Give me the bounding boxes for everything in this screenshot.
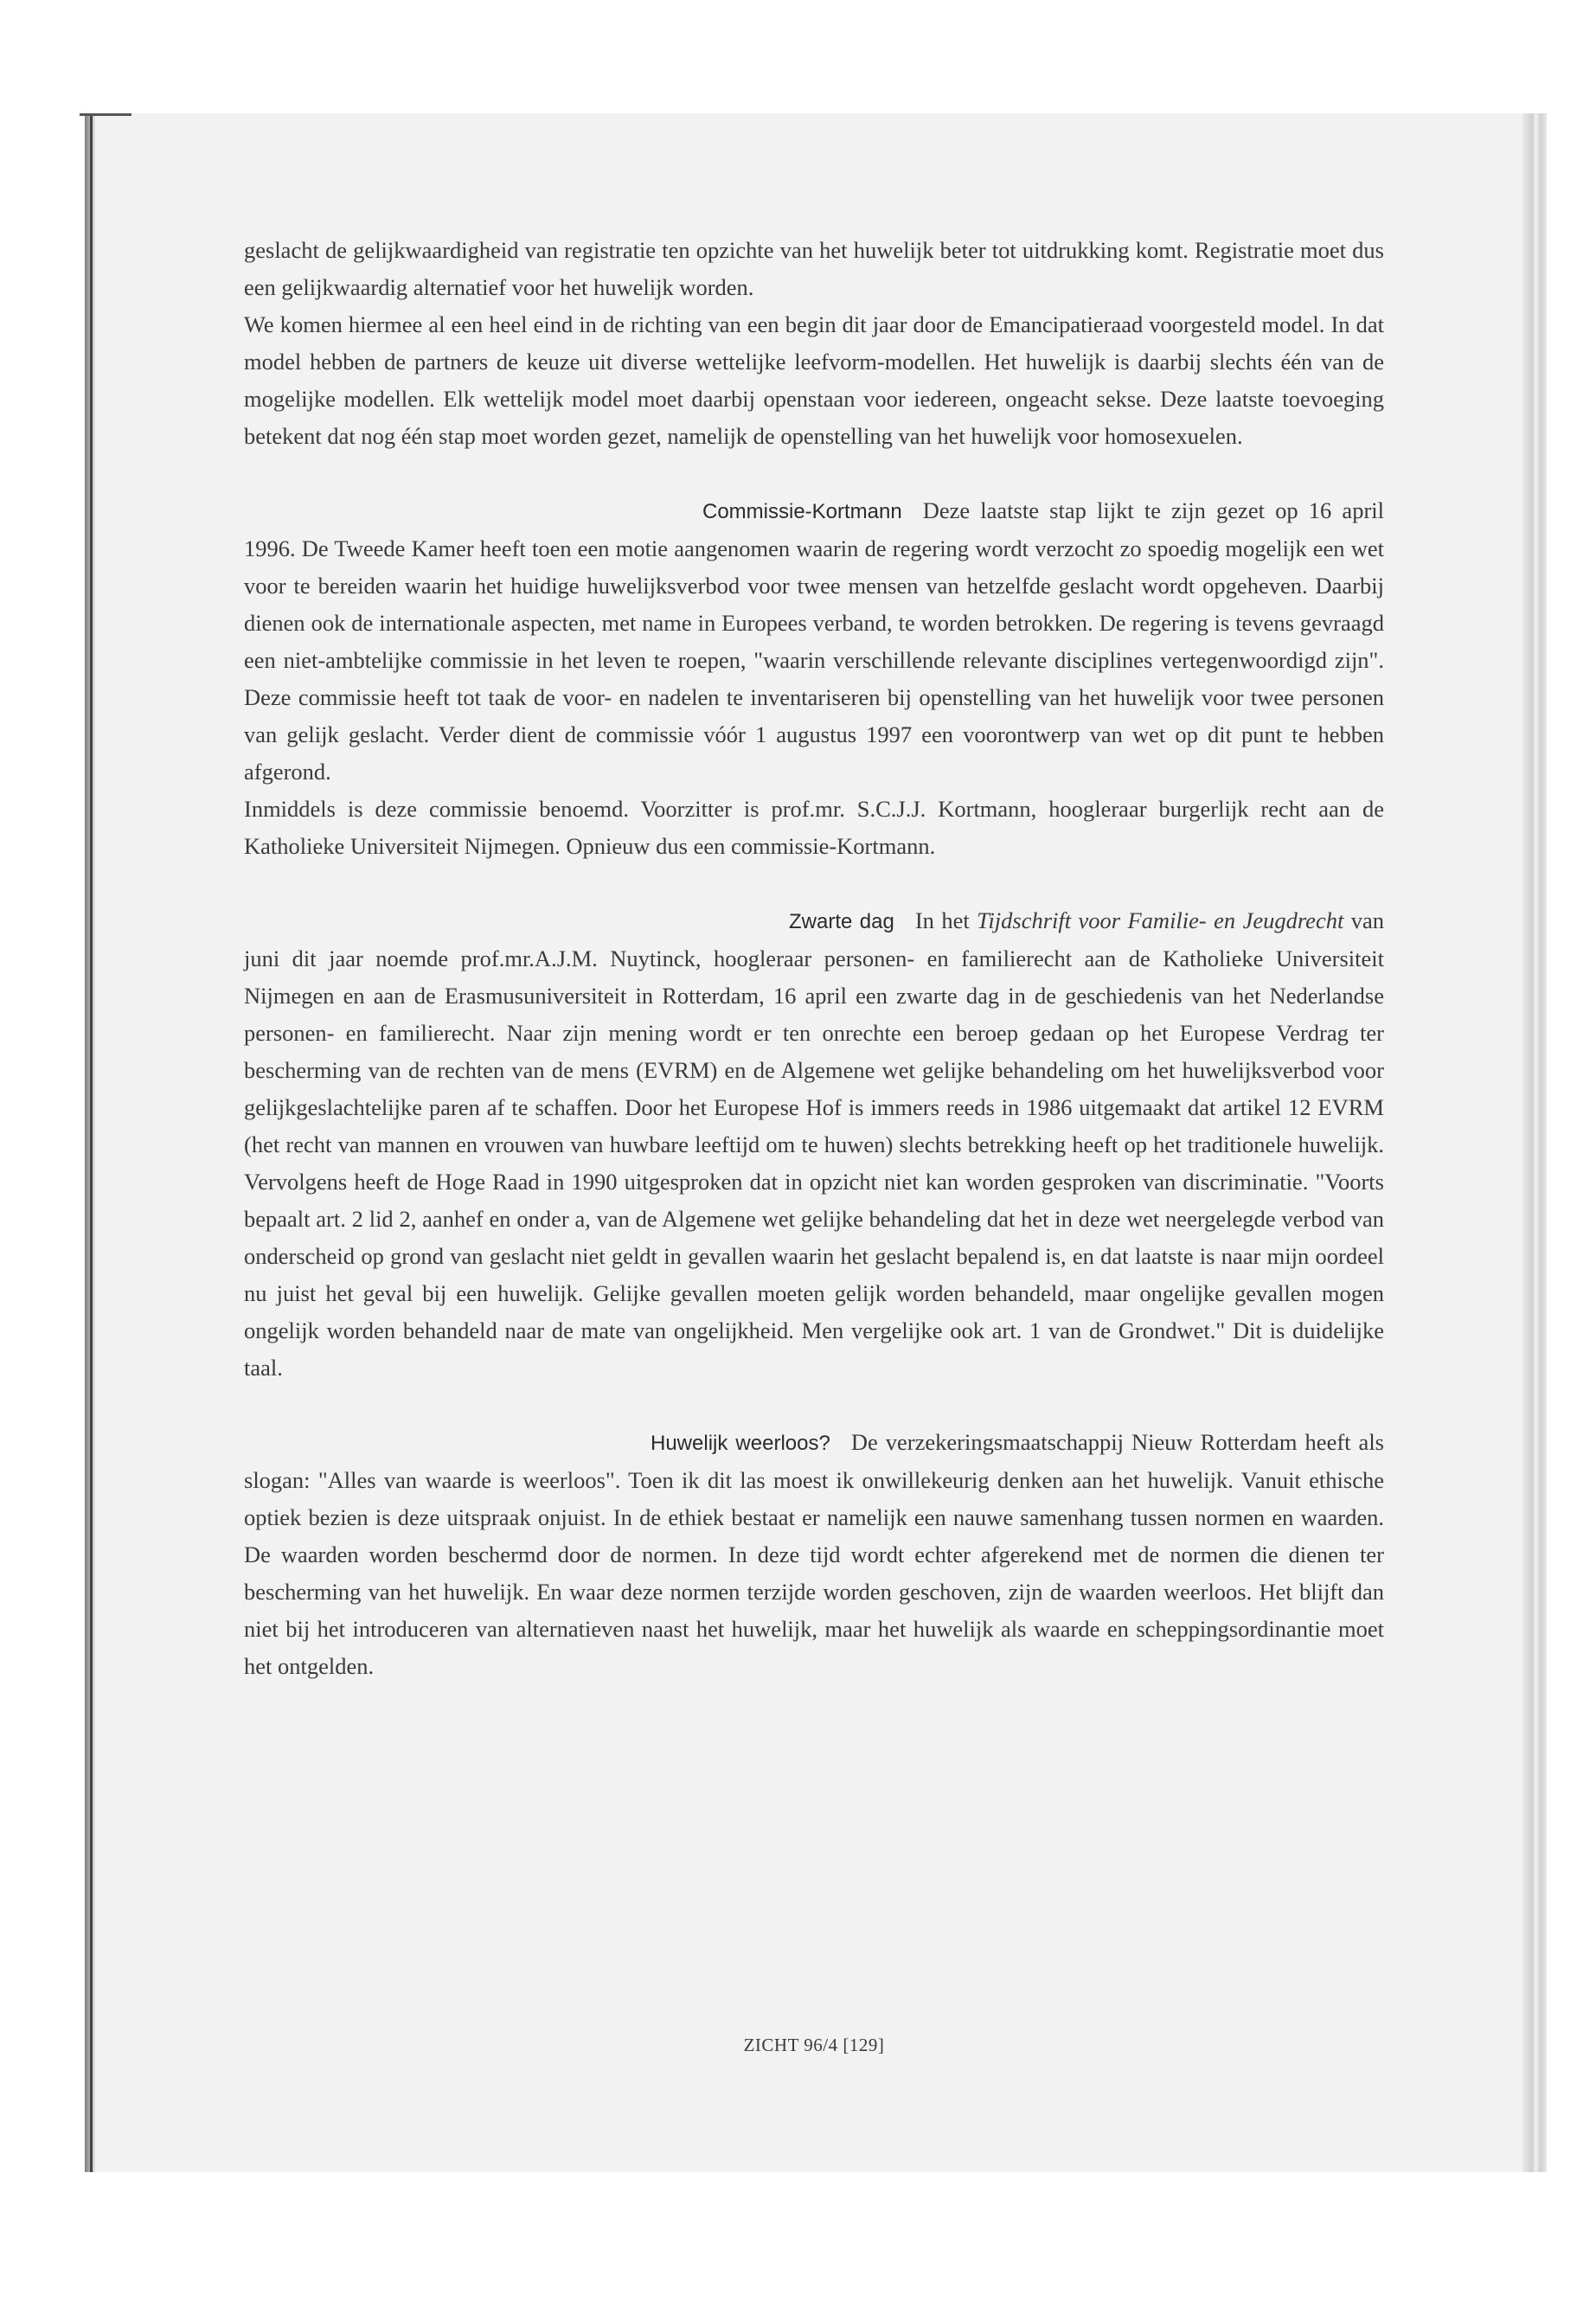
section-paragraph: Inmiddels is deze commissie benoemd. Voorzitter is prof.mr. S.C.J.J. Kortmann, hoogleraar burgerlijk recht aan de Katholieke Universiteit Nijmegen. Opnieuw dus een commissie-Kortmann.: [244, 796, 1384, 859]
binding-top-mark: [80, 113, 131, 116]
section-huwelijk-weerloos: [244, 1424, 1384, 1685]
section-paragraph: Deze laatste stap lijkt te zijn gezet op 16 april 1996. De Tweede Kamer heeft toen een motie aangenomen waarin de regering wordt verzocht zo spoedig mogelijk een wet voor te bereiden waarin het huidige huwelijksverbod voor twee mensen van hetzelfde geslacht wordt opgeheven. Daarbij dienen ook de internationale aspecten, met name in Europees verband, te worden betrokken. De regering is tevens gevraagd een niet-ambtelijke commissie in het leven te roepen, "waarin verschillende relevante disciplines vertegenwoordigd zijn". Deze commissie heeft tot taak de voor- en nadelen te inventariseren bij openstelling van het huwelijk voor twee personen van gelijk geslacht. Verder dient de commissie vóór 1 augustus 1997 een voorontwerp van wet op dit punt te hebben afgerond.: [244, 497, 1384, 785]
section-heading: Commissie-Kortmann: [702, 500, 902, 523]
binding-line: [90, 113, 93, 2172]
section-heading: Huwelijk weerloos?: [651, 1432, 830, 1455]
section-heading: Zwarte dag: [789, 910, 894, 933]
intro-paragraph-2: We komen hiermee al een heel eind in de richting van een begin dit jaar door de Emancipatieraad voorgesteld model. In dat model hebben de partners de keuze uit diverse wettelijke leefvorm-modellen. Het huwelijk is daarbij slechts één van de mogelijke modellen. Elk wettelijk model moet daarbij openstaan voor iedereen, ongeacht sekse. Deze laatste toevoeging betekent dat nog één stap moet worden gezet, namelijk de openstelling van het huwelijk voor homosexuelen.: [244, 311, 1384, 449]
article-body: [244, 232, 1384, 1685]
section-lead-text: In het: [914, 907, 977, 933]
page-footer: ZICHT 96/4 [129]: [743, 2035, 885, 2055]
section-paragraph: van juni dit jaar noemde prof.mr.A.J.M. Nuytinck, hoogleraar personen- en familierecht aan de Katholieke Universiteit Nijmegen en aan de Erasmusuniversiteit in Rotterdam, 16 april een zwarte dag in de geschiedenis van het Nederlandse personen- en familierecht. Naar zijn mening wordt er ten onrechte een beroep gedaan op het Europese Verdrag ter bescherming van de rechten van de mens (EVRM) en de Algemene wet gelijke behandeling om het huwelijksverbod voor gelijkgeslachtelijke paren af te schaffen. Door het Europese Hof is immers reeds in 1986 uitgemaakt dat artikel 12 EVRM (het recht van mannen en vrouwen van huwbare leeftijd om te huwen) slechts betrekking heeft op het traditionele huwelijk. Vervolgens heeft de Hoge Raad in 1990 uitgesproken dat in opzicht niet kan worden gesproken van discriminatie. "Voorts bepaalt art. 2 lid 2, aanhef en onder a, van de Algemene wet gelijke behandeling dat het in deze wet neergelegde verbod van onderscheid op grond van geslacht niet geldt in gevallen waarin het geslacht bepalend is, en dat laatste is naar mijn oordeel nu juist het geval bij een huwelijk. Gelijke gevallen moeten gelijk worden behandeld, maar ongelijke gevallen mogen ongelijk worden behandeld naar de mate van ongelijkheid. Men vergelijke ook art. 1 van de Grondwet." Dit is duidelijke taal.: [244, 907, 1385, 1381]
intro-paragraph-1: geslacht de gelijkwaardigheid van registratie ten opzichte van het huwelijk beter tot uitdrukking komt. Registratie moet dus een gelijkwaardig alternatief voor het huwelijk worden.: [244, 237, 1384, 300]
section-commissie-kortmann: [244, 492, 1384, 791]
page-right-edge: [1522, 113, 1547, 2172]
section-zwarte-dag: [244, 902, 1384, 1387]
section-paragraph: De verzekeringsmaatschappij Nieuw Rotterdam heeft als slogan: "Alles van waarde is weerloos". Toen ik dit las moest ik onwillekeurig denken aan het huwelijk. Vanuit ethische optiek bezien is deze uitspraak onjuist. In de ethiek bestaat er namelijk een nauwe samenhang tussen normen en waarden. De waarden worden beschermd door de normen. In deze tijd wordt echter afgerekend met de normen die dienen ter bescherming van het huwelijk. En waar deze normen terzijde worden geschoven, zijn de waarden weerloos. Het blijft dan niet bij het introduceren van alternatieven naast het huwelijk, maar het huwelijk als waarde en scheppingsordinantie moet het ontgelden.: [244, 1429, 1384, 1679]
journal-title: Tijdschrift voor Familie- en Jeugdrecht: [977, 907, 1344, 933]
